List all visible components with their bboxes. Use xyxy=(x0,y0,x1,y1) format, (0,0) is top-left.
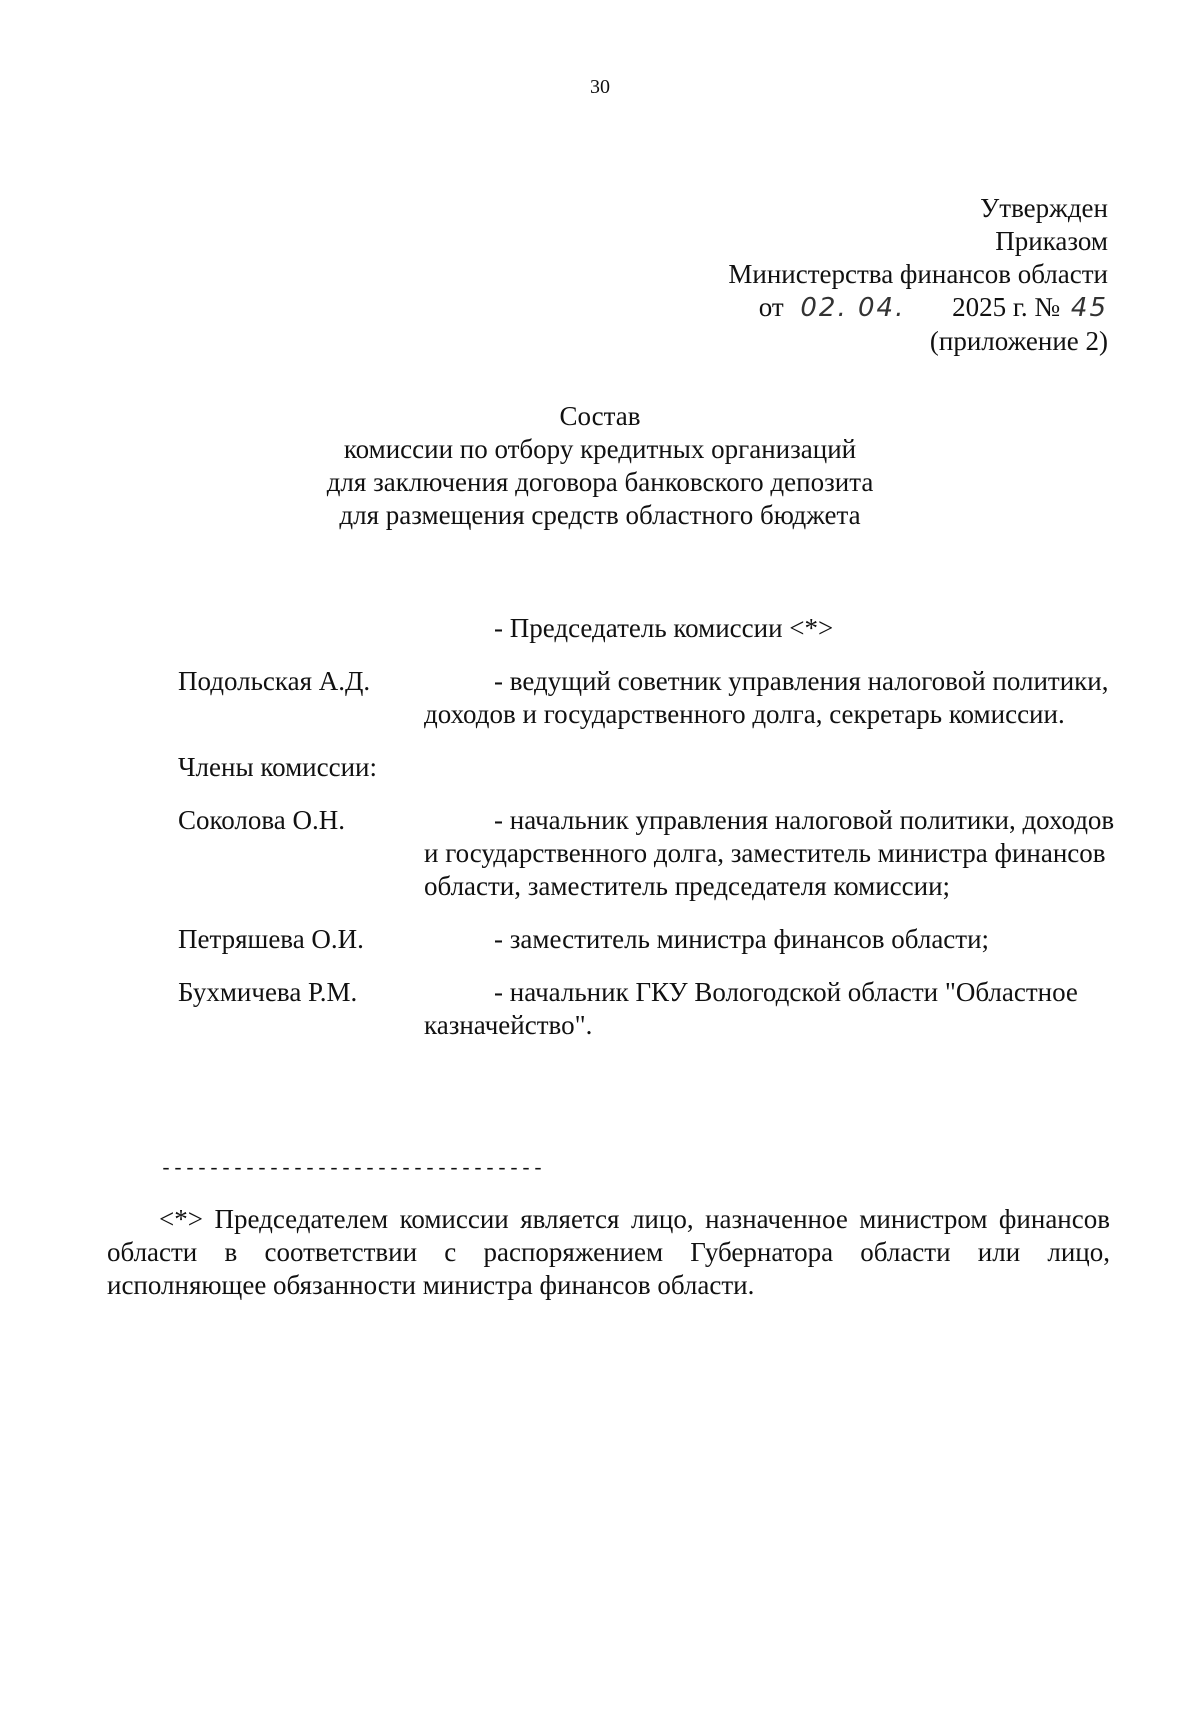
members-heading: Члены комиссии: xyxy=(178,752,377,782)
chair-role: - Председатель комиссии <*> xyxy=(494,613,834,643)
member-role: - начальник ГКУ Вологодской области "Областное казначейство". xyxy=(424,977,1078,1040)
approval-stamp-block xyxy=(508,192,1108,358)
approval-line-approved: Утвержден xyxy=(980,193,1108,223)
commission-members-list xyxy=(178,612,1128,1062)
title-line-4: для размещения средств областного бюджета xyxy=(339,500,861,530)
approval-line-order: Приказом xyxy=(995,226,1108,256)
title-line-1: Состав xyxy=(559,401,641,431)
secretary-role: - ведущий советник управления налоговой политики, доходов и государственного долга, секретарь комиссии. xyxy=(424,666,1109,729)
handwritten-number: 45 xyxy=(1070,293,1108,323)
approval-from-label: от xyxy=(758,292,784,322)
document-title xyxy=(0,400,1200,532)
member-name: Соколова О.Н. xyxy=(178,805,345,835)
title-line-2: комиссии по отбору кредитных организаций xyxy=(343,434,857,464)
approval-line-appendix: (приложение 2) xyxy=(929,326,1108,356)
approval-line-ministry: Министерства финансов области xyxy=(728,259,1108,289)
approval-line-date xyxy=(508,291,1108,325)
footnote-text: <*> Председателем комиссии является лицо, назначенное министром финансов области в соответствии с распоряжением Губернатора области или лицо, исполняющее обязанности министра финансов области. xyxy=(107,1204,1110,1300)
member-name: Бухмичева Р.М. xyxy=(178,977,358,1007)
member-row xyxy=(178,976,1128,1042)
member-role: - начальник управления налоговой политики, доходов и государственного долга, заместитель министра финансов области, заместитель председателя комиссии; xyxy=(424,805,1115,901)
member-name: Петряшева О.И. xyxy=(178,924,364,954)
page-number: 30 xyxy=(590,76,610,98)
chair-row xyxy=(178,612,1128,645)
member-row xyxy=(178,923,1128,956)
footnote-separator: -------------------------------- xyxy=(160,1158,545,1181)
secretary-name: Подольская А.Д. xyxy=(178,666,371,696)
secretary-row xyxy=(178,665,1128,731)
approval-year-text: 2025 г. № xyxy=(952,292,1061,322)
handwritten-date: 02. 04. xyxy=(800,293,906,323)
member-role: - заместитель министра финансов области; xyxy=(494,924,990,954)
title-line-3: для заключения договора банковского депозита xyxy=(326,467,874,497)
member-row xyxy=(178,804,1128,903)
